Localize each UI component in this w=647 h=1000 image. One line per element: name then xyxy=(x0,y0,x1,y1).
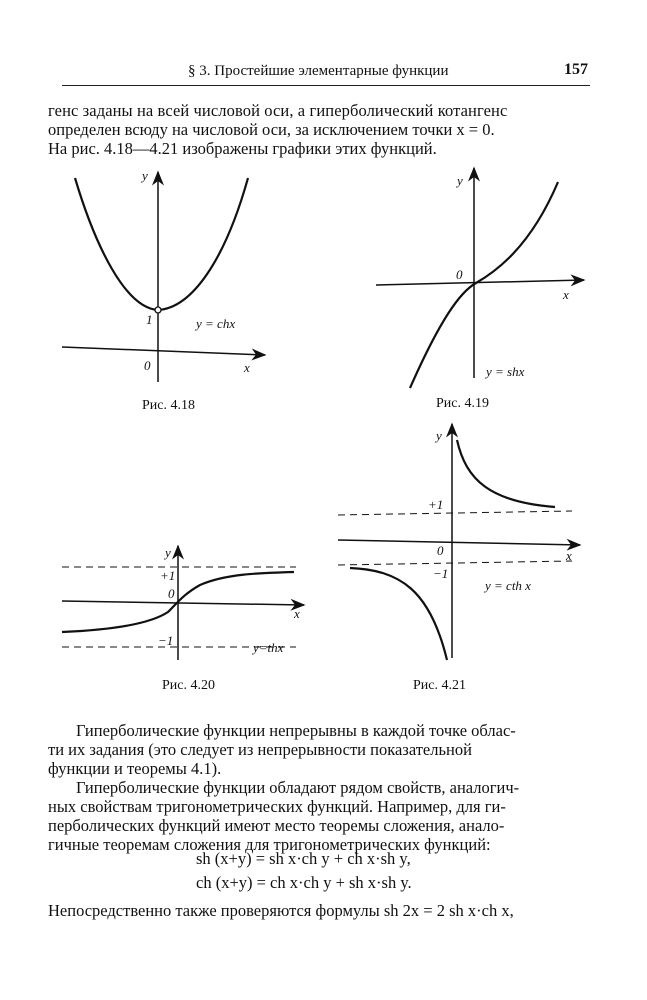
fig420-minus1: −1 xyxy=(158,633,174,648)
fig421-curve-left xyxy=(350,568,447,660)
fig418-curve xyxy=(75,178,248,310)
running-header: § 3. Простейшие элементарные функции xyxy=(188,63,449,79)
fig419-y-label: y xyxy=(457,173,463,188)
intro-line-3: На рис. 4.18—4.21 изображены графики этих функций. xyxy=(48,139,437,158)
fig421-y-label: y xyxy=(436,428,442,443)
fig419-origin: 0 xyxy=(456,267,463,282)
figure-4-21 xyxy=(338,424,580,660)
body-p2-line-1: Гиперболические функции обладают рядом свойств, аналогич- xyxy=(76,778,520,797)
fig418-point xyxy=(155,307,161,313)
fig418-label: y = chx xyxy=(196,316,236,331)
caption-fig-4-20: Рис. 4.20 xyxy=(162,678,215,693)
fig418-x-label: x xyxy=(244,360,250,375)
equation-sh-sum: sh (x+y) = sh x·ch y + ch x·sh y, xyxy=(196,849,411,868)
body-p2-line-2: ных свойствам тригонометрических функций. Например, для ги- xyxy=(48,797,506,816)
fig418-x-axis xyxy=(62,347,265,355)
fig421-x-axis xyxy=(338,540,580,545)
fig420-plus1: +1 xyxy=(160,568,176,583)
fig419-label: y = shx xyxy=(486,364,525,379)
fig421-plus1: +1 xyxy=(428,497,444,512)
body-last-line: Непосредственно также проверяются формулы sh 2x = 2 sh x·ch x, xyxy=(48,901,514,920)
fig418-y-label: y xyxy=(142,168,148,183)
page-number: 157 xyxy=(564,61,588,78)
fig420-x-axis xyxy=(62,601,304,605)
intro-line-1: генс заданы на всей числовой оси, а гиперболический котангенс xyxy=(48,101,508,120)
fig421-asymptote-top xyxy=(338,511,572,515)
fig418-origin: 0 xyxy=(144,358,151,373)
fig420-x-label: x xyxy=(294,606,300,621)
body-p2-line-4: гичные теоремам сложения для тригонометрических функций: xyxy=(48,835,491,854)
intro-line-2: определен всюду на числовой оси, за исключением точки x = 0. xyxy=(48,120,495,139)
fig420-origin: 0 xyxy=(168,586,175,601)
fig421-minus1: −1 xyxy=(433,566,449,581)
body-p1-line-1: Гиперболические функции непрерывны в каждой точке облас- xyxy=(76,721,516,740)
fig419-x-label: x xyxy=(563,287,569,302)
equation-ch-sum: ch (x+y) = ch x·ch y + sh x·sh y. xyxy=(196,873,412,892)
body-p1-line-2: ти их задания (это следует из непрерывности показательной xyxy=(48,740,472,759)
caption-fig-4-19: Рис. 4.19 xyxy=(436,396,489,411)
fig421-origin: 0 xyxy=(437,543,444,558)
fig421-x-label: x xyxy=(566,548,572,563)
body-p2-line-3: перболических функций имеют место теоремы сложения, анало- xyxy=(48,816,505,835)
body-p1-line-3: функции и теоремы 4.1). xyxy=(48,759,222,778)
fig418-one: 1 xyxy=(146,312,153,327)
caption-fig-4-18: Рис. 4.18 xyxy=(142,398,195,413)
fig419-curve xyxy=(410,182,558,388)
fig420-y-label: y xyxy=(165,545,171,560)
caption-fig-4-21: Рис. 4.21 xyxy=(413,678,466,693)
figure-4-19 xyxy=(376,168,584,388)
fig421-label: y = cth x xyxy=(485,578,531,593)
figure-4-18 xyxy=(62,168,265,382)
fig420-label: y=thx xyxy=(253,640,284,655)
figure-4-20 xyxy=(62,545,304,660)
fig421-asymptote-bottom xyxy=(338,561,572,565)
fig421-curve-right xyxy=(457,440,555,507)
